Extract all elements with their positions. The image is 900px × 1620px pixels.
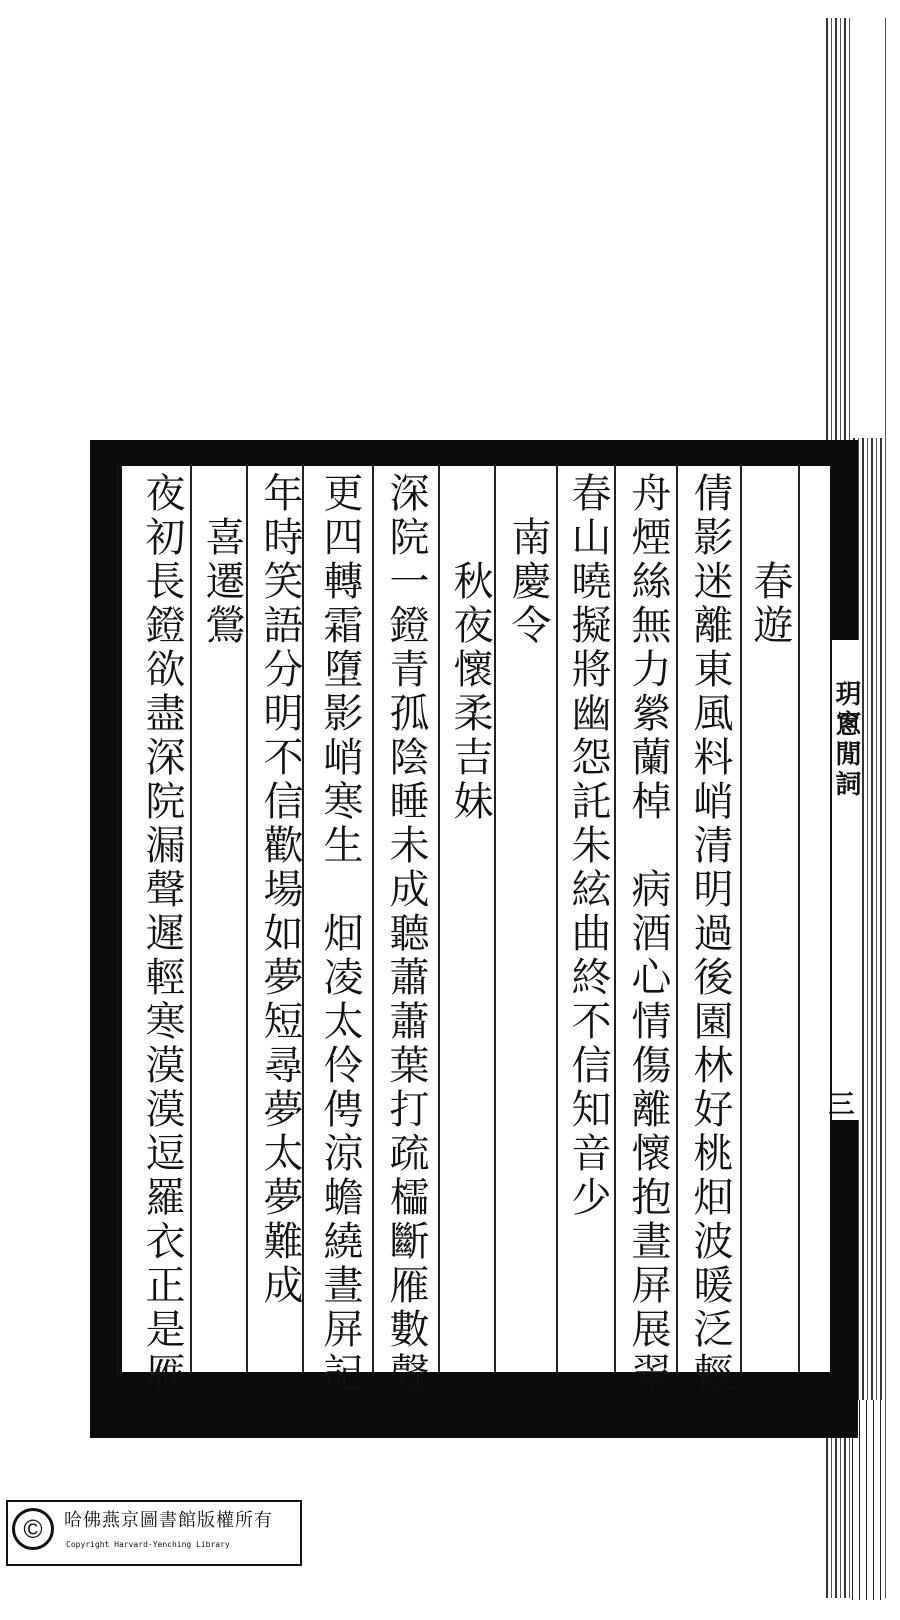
column-rule (740, 466, 742, 1372)
tab-title: 玥窻閒詞 (831, 680, 861, 800)
frame-inner-line (116, 460, 119, 1378)
page-edge-gap (852, 18, 882, 438)
text-column: 倩影迷離東風料峭清明過後園林好桃𤇆波暖泛輕 (687, 472, 733, 1396)
text-column: 更四轉霜墮影峭寒生 𤇆凌太伶俜涼蟾繞晝屏記 (317, 472, 363, 1396)
column-rule (614, 466, 616, 1372)
text-column: 春山曉擬將幽怨託朱絃曲終不信知音少 (565, 472, 611, 1220)
text-column: 深院一鐙青孤陰睡未成聽蕭蕭葉打疏櫺斷雁數聲 (383, 472, 429, 1396)
column-rule (438, 466, 440, 1372)
copyright-chinese: 哈佛燕京圖書館版權所有 (64, 1510, 273, 1531)
text-column: 秋夜懷柔吉妹 (447, 472, 493, 824)
column-rule (190, 466, 192, 1372)
column-rule (556, 466, 558, 1372)
copyright-icon: © (12, 1508, 54, 1550)
text-column: 舟煙絲無力縈蘭棹 病酒心情傷離懷抱晝屏展翠 (625, 472, 671, 1396)
column-rule (798, 466, 800, 1372)
text-column: 南慶令 (505, 472, 551, 648)
text-column: 年時笑語分明不信歡場如夢短尋夢太夢難成 (257, 472, 303, 1308)
copyright-english: Copyright Harvard-Yenching Library (66, 1540, 230, 1549)
column-rule (372, 466, 374, 1372)
text-column: 喜遷鶯 (199, 472, 245, 648)
column-rule (494, 466, 496, 1372)
column-rule (246, 466, 248, 1372)
text-column: 夜初長鐙欲盡深院漏聲遲輕寒漠漠逗羅衣正是雁 (139, 472, 185, 1396)
column-rule (676, 466, 678, 1372)
tab-page-number: 三 (824, 1090, 854, 1116)
text-column: 春遊 (747, 472, 793, 648)
